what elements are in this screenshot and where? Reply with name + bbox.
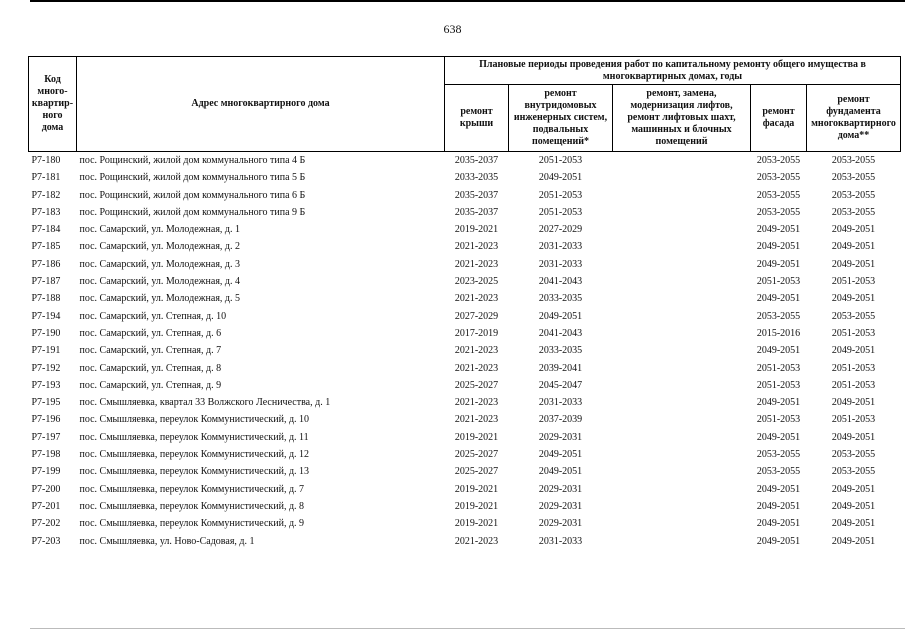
repair-schedule-table-wrap (28, 56, 900, 550)
cell-facade: 2053-2055 (756, 206, 801, 218)
cell-address: пос. Рощинский, жилой дом коммунального типа 5 Б (79, 172, 306, 184)
cell-lifts (613, 533, 751, 550)
cell-systems: 2049-2051 (538, 449, 583, 461)
header-facade: ремонт фасада (751, 85, 807, 152)
cell-code: Р7-192 (31, 362, 61, 374)
cell-systems: 2029-2031 (538, 431, 583, 443)
cell-lifts (613, 221, 751, 238)
repair-schedule-table (28, 56, 901, 550)
cell-address: пос. Смышляевка, квартал 33 Волжского Лесничества, д. 1 (79, 397, 331, 409)
table-row (29, 394, 901, 411)
cell-address: пос. Самарский, ул. Степная, д. 10 (79, 310, 227, 322)
cell-roof: 2021-2023 (454, 345, 499, 357)
cell-code: Р7-199 (31, 466, 61, 478)
header-lifts: ремонт, замена, модернизация лифтов, ремонт лифтовых шахт, машинных и блочных помещений (613, 85, 751, 152)
cell-code: Р7-202 (31, 518, 61, 530)
cell-roof: 2035-2037 (454, 189, 499, 201)
cell-address: пос. Самарский, ул. Степная, д. 8 (79, 362, 222, 374)
cell-foundation: 2051-2053 (831, 327, 876, 339)
cell-lifts (613, 342, 751, 359)
table-row (29, 187, 901, 204)
cell-systems: 2039-2041 (538, 362, 583, 374)
table-row (29, 238, 901, 255)
cell-roof: 2019-2021 (454, 500, 499, 512)
cell-code: Р7-195 (31, 397, 61, 409)
cell-code: Р7-191 (31, 345, 61, 357)
cell-systems: 2027-2029 (538, 224, 583, 236)
cell-code: Р7-193 (31, 379, 61, 391)
table-row (29, 446, 901, 463)
cell-lifts (613, 446, 751, 463)
cell-facade: 2053-2055 (756, 155, 801, 166)
cell-roof: 2021-2023 (454, 293, 499, 305)
cell-foundation: 2049-2051 (831, 224, 876, 236)
cell-lifts (613, 463, 751, 480)
table-row (29, 152, 901, 170)
cell-address: пос. Самарский, ул. Молодежная, д. 3 (79, 258, 241, 270)
cell-foundation: 2049-2051 (831, 483, 876, 495)
cell-foundation: 2053-2055 (831, 172, 876, 184)
cell-code: Р7-198 (31, 449, 61, 461)
cell-foundation: 2049-2051 (831, 500, 876, 512)
cell-facade: 2049-2051 (756, 293, 801, 305)
cell-address: пос. Самарский, ул. Молодежная, д. 1 (79, 224, 241, 236)
cell-foundation: 2053-2055 (831, 310, 876, 322)
cell-lifts (613, 187, 751, 204)
cell-facade: 2049-2051 (756, 345, 801, 357)
cell-foundation: 2053-2055 (831, 206, 876, 218)
cell-facade: 2049-2051 (756, 241, 801, 253)
table-row (29, 377, 901, 394)
cell-roof: 2021-2023 (454, 258, 499, 270)
cell-facade: 2051-2053 (756, 362, 801, 374)
cell-systems: 2049-2051 (538, 310, 583, 322)
cell-lifts (613, 273, 751, 290)
cell-foundation: 2049-2051 (831, 241, 876, 253)
cell-facade: 2049-2051 (756, 258, 801, 270)
cell-systems: 2051-2053 (538, 206, 583, 218)
cell-code: Р7-194 (31, 310, 61, 322)
cell-address: пос. Самарский, ул. Степная, д. 6 (79, 327, 222, 339)
cell-systems: 2049-2051 (538, 172, 583, 184)
header-roof: ремонт крыши (445, 85, 509, 152)
table-row (29, 429, 901, 446)
table-row (29, 221, 901, 238)
cell-systems: 2045-2047 (538, 379, 583, 391)
cell-address: пос. Смышляевка, переулок Коммунистический, д. 9 (79, 518, 305, 530)
cell-lifts (613, 481, 751, 498)
cell-lifts (613, 429, 751, 446)
cell-address: пос. Смышляевка, ул. Ново-Садовая, д. 1 (79, 535, 255, 547)
cell-foundation: 2049-2051 (831, 293, 876, 305)
cell-facade: 2053-2055 (756, 449, 801, 461)
cell-systems: 2049-2051 (538, 466, 583, 478)
header-address: Адрес многоквартирного дома (77, 57, 445, 152)
cell-systems: 2029-2031 (538, 500, 583, 512)
table-row (29, 463, 901, 480)
cell-systems: 2031-2033 (538, 241, 583, 253)
cell-roof: 2017-2019 (454, 327, 499, 339)
cell-code: Р7-181 (31, 172, 61, 184)
cell-roof: 2023-2025 (454, 276, 499, 288)
cell-systems: 2033-2035 (538, 293, 583, 305)
cell-foundation: 2053-2055 (831, 466, 876, 478)
cell-code: Р7-180 (31, 155, 61, 166)
table-row (29, 273, 901, 290)
cell-code: Р7-187 (31, 276, 61, 288)
cell-foundation: 2049-2051 (831, 258, 876, 270)
cell-address: пос. Самарский, ул. Степная, д. 9 (79, 379, 222, 391)
cell-address: пос. Смышляевка, переулок Коммунистический, д. 11 (79, 431, 309, 443)
cell-facade: 2049-2051 (756, 483, 801, 495)
cell-roof: 2025-2027 (454, 449, 499, 461)
cell-lifts (613, 152, 751, 170)
cell-roof: 2035-2037 (454, 155, 499, 166)
header-foundation: ремонт фундамента многоквартирного дома** (807, 85, 901, 152)
table-row (29, 533, 901, 550)
table-row (29, 342, 901, 359)
cell-foundation: 2051-2053 (831, 414, 876, 426)
cell-roof: 2025-2027 (454, 379, 499, 391)
cell-address: пос. Самарский, ул. Молодежная, д. 4 (79, 276, 241, 288)
cell-facade: 2015-2016 (756, 327, 801, 339)
table-row (29, 325, 901, 342)
cell-lifts (613, 238, 751, 255)
cell-address: пос. Смышляевка, переулок Коммунистический, д. 12 (79, 449, 310, 461)
page-top-border (30, 0, 905, 2)
cell-lifts (613, 411, 751, 428)
cell-foundation: 2053-2055 (831, 449, 876, 461)
cell-address: пос. Смышляевка, переулок Коммунистический, д. 10 (79, 414, 310, 426)
cell-systems: 2051-2053 (538, 189, 583, 201)
cell-roof: 2021-2023 (454, 241, 499, 253)
cell-address: пос. Смышляевка, переулок Коммунистический, д. 8 (79, 500, 305, 512)
cell-roof: 2019-2021 (454, 431, 499, 443)
cell-code: Р7-185 (31, 241, 61, 253)
table-row (29, 290, 901, 307)
cell-facade: 2049-2051 (756, 535, 801, 547)
cell-lifts (613, 290, 751, 307)
cell-facade: 2049-2051 (756, 500, 801, 512)
table-row (29, 360, 901, 377)
cell-facade: 2051-2053 (756, 414, 801, 426)
cell-code: Р7-196 (31, 414, 61, 426)
cell-facade: 2049-2051 (756, 431, 801, 443)
cell-address: пос. Самарский, ул. Молодежная, д. 5 (79, 293, 241, 305)
cell-roof: 2035-2037 (454, 206, 499, 218)
cell-systems: 2031-2033 (538, 397, 583, 409)
table-row (29, 204, 901, 221)
cell-address: пос. Самарский, ул. Степная, д. 7 (79, 345, 222, 357)
cell-foundation: 2049-2051 (831, 397, 876, 409)
cell-facade: 2051-2053 (756, 379, 801, 391)
table-row (29, 498, 901, 515)
cell-roof: 2027-2029 (454, 310, 499, 322)
cell-foundation: 2051-2053 (831, 379, 876, 391)
cell-roof: 2033-2035 (454, 172, 499, 184)
cell-lifts (613, 325, 751, 342)
cell-lifts (613, 308, 751, 325)
cell-systems: 2051-2053 (538, 155, 583, 166)
cell-code: Р7-190 (31, 327, 61, 339)
table-header (29, 57, 901, 152)
cell-address: пос. Самарский, ул. Молодежная, д. 2 (79, 241, 241, 253)
cell-facade: 2053-2055 (756, 310, 801, 322)
cell-lifts (613, 204, 751, 221)
cell-roof: 2019-2021 (454, 483, 499, 495)
header-systems: ремонт внутридомовых инженерных систем, подвальных помещений* (509, 85, 613, 152)
cell-roof: 2021-2023 (454, 414, 499, 426)
cell-foundation: 2053-2055 (831, 155, 876, 166)
cell-roof: 2021-2023 (454, 535, 499, 547)
cell-code: Р7-201 (31, 500, 61, 512)
cell-code: Р7-184 (31, 224, 61, 236)
cell-code: Р7-203 (31, 535, 61, 547)
cell-roof: 2019-2021 (454, 518, 499, 530)
page-bottom-edge (30, 628, 905, 629)
cell-systems: 2041-2043 (538, 276, 583, 288)
cell-systems: 2029-2031 (538, 483, 583, 495)
cell-code: Р7-197 (31, 431, 61, 443)
cell-facade: 2049-2051 (756, 518, 801, 530)
cell-code: Р7-200 (31, 483, 61, 495)
cell-systems: 2041-2043 (538, 327, 583, 339)
cell-foundation: 2051-2053 (831, 362, 876, 374)
cell-code: Р7-186 (31, 258, 61, 270)
cell-facade: 2049-2051 (756, 224, 801, 236)
cell-lifts (613, 377, 751, 394)
table-row (29, 256, 901, 273)
cell-facade: 2053-2055 (756, 466, 801, 478)
cell-facade: 2051-2053 (756, 276, 801, 288)
cell-systems: 2029-2031 (538, 518, 583, 530)
cell-code: Р7-183 (31, 206, 61, 218)
cell-lifts (613, 360, 751, 377)
table-body (29, 152, 901, 550)
cell-facade: 2049-2051 (756, 397, 801, 409)
cell-lifts (613, 515, 751, 532)
cell-facade: 2053-2055 (756, 189, 801, 201)
table-row (29, 515, 901, 532)
cell-foundation: 2049-2051 (831, 345, 876, 357)
cell-systems: 2031-2033 (538, 258, 583, 270)
cell-roof: 2019-2021 (454, 224, 499, 236)
table-row (29, 481, 901, 498)
cell-foundation: 2049-2051 (831, 535, 876, 547)
cell-systems: 2031-2033 (538, 535, 583, 547)
table-row (29, 308, 901, 325)
cell-code: Р7-182 (31, 189, 61, 201)
cell-facade: 2053-2055 (756, 172, 801, 184)
page-number: 638 (443, 22, 462, 36)
cell-address: пос. Рощинский, жилой дом коммунального типа 4 Б (79, 155, 306, 166)
table-row (29, 169, 901, 186)
cell-systems: 2037-2039 (538, 414, 583, 426)
cell-lifts (613, 394, 751, 411)
cell-lifts (613, 169, 751, 186)
cell-systems: 2033-2035 (538, 345, 583, 357)
cell-address: пос. Смышляевка, переулок Коммунистический, д. 13 (79, 466, 310, 478)
cell-foundation: 2051-2053 (831, 276, 876, 288)
cell-lifts (613, 256, 751, 273)
cell-address: пос. Смышляевка, переулок Коммунистический, д. 7 (79, 483, 305, 495)
cell-address: пос. Рощинский, жилой дом коммунального типа 9 Б (79, 206, 306, 218)
table-row (29, 411, 901, 428)
cell-foundation: 2049-2051 (831, 518, 876, 530)
cell-foundation: 2053-2055 (831, 189, 876, 201)
cell-code: Р7-188 (31, 293, 61, 305)
cell-roof: 2021-2023 (454, 397, 499, 409)
cell-roof: 2021-2023 (454, 362, 499, 374)
cell-address: пос. Рощинский, жилой дом коммунального типа 6 Б (79, 189, 306, 201)
cell-roof: 2025-2027 (454, 466, 499, 478)
cell-foundation: 2049-2051 (831, 431, 876, 443)
header-code: Код много-квартир-ного дома (29, 57, 77, 152)
cell-lifts (613, 498, 751, 515)
header-periods-group: Плановые периоды проведения работ по капитальному ремонту общего имущества в многоквартирных домах, годы (445, 57, 901, 85)
